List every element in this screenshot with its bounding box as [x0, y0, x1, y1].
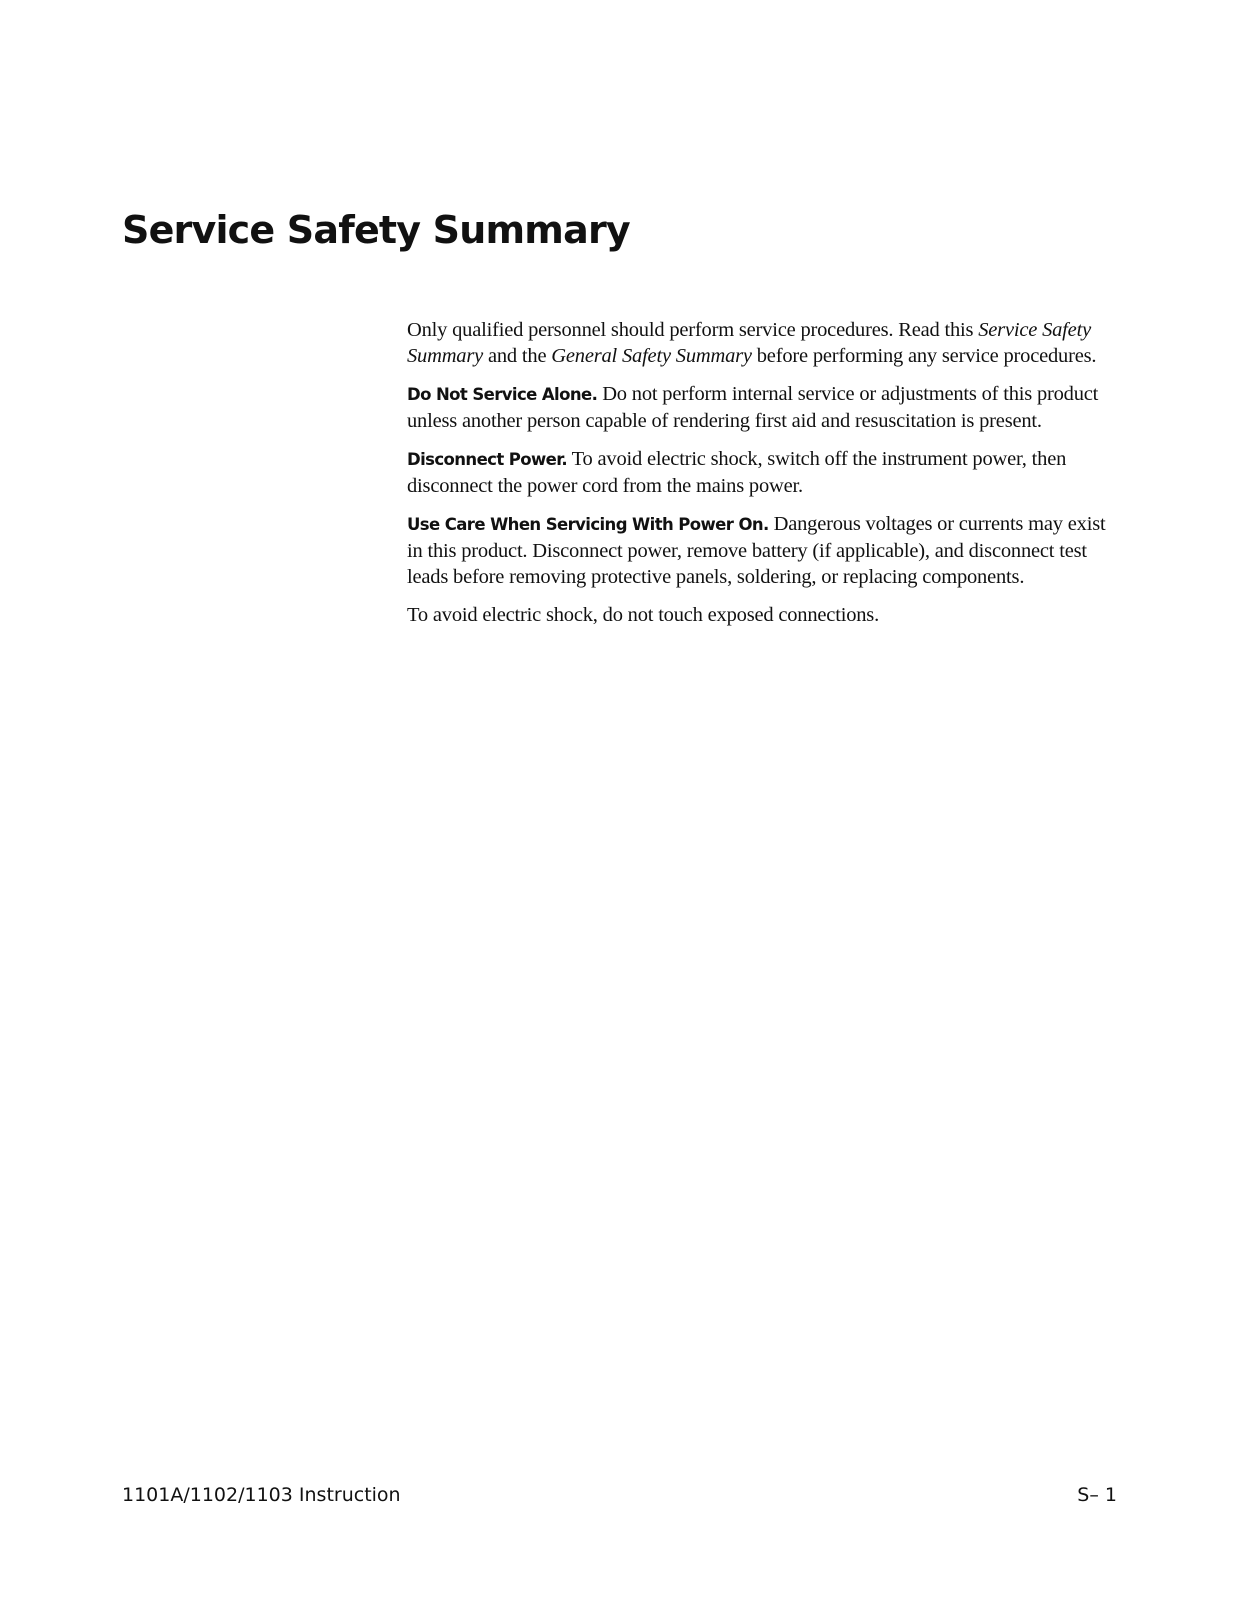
section-heading: Disconnect Power. — [407, 450, 568, 469]
section-heading: Do Not Service Alone. — [407, 385, 598, 404]
footer-page-number: S– 1 — [1077, 1484, 1117, 1506]
section-text: Do not perform internal service or adjustments of this product unless another person capable of rendering first aid and resuscitation is present. — [407, 383, 1099, 432]
section-heading: Use Care When Servicing With Power On. — [407, 515, 769, 534]
footer-document-title: 1101A/1102/1103 Instruction — [122, 1484, 401, 1506]
intro-italic-general-safety-summary: General Safety Summary — [551, 345, 752, 367]
closing-paragraph: To avoid electric shock, do not touch exposed connections. — [407, 604, 880, 626]
body-column — [407, 317, 1119, 640]
intro-text-3: before performing any service procedures. — [751, 345, 1097, 367]
section-disconnect-power — [407, 446, 1119, 499]
page-title: Service Safety Summary — [122, 208, 630, 252]
section-do-not-service-alone — [407, 381, 1119, 434]
section-use-care-power-on — [407, 511, 1119, 590]
section-text: Dangerous voltages or currents may exist in this product. Disconnect power, remove battery (if applicable), and disconnect test leads before removing protective panels, soldering, or replacing components. — [407, 513, 1106, 588]
intro-paragraph — [407, 317, 1119, 369]
intro-italic-service-safety-summary: Service Safety Summary — [407, 319, 1091, 367]
intro-text-2: and the — [483, 345, 552, 367]
section-text: To avoid electric shock, switch off the instrument power, then disconnect the power cord from the mains power. — [407, 448, 1067, 497]
intro-text-1: Only qualified personnel should perform service procedures. Read this — [407, 319, 979, 341]
